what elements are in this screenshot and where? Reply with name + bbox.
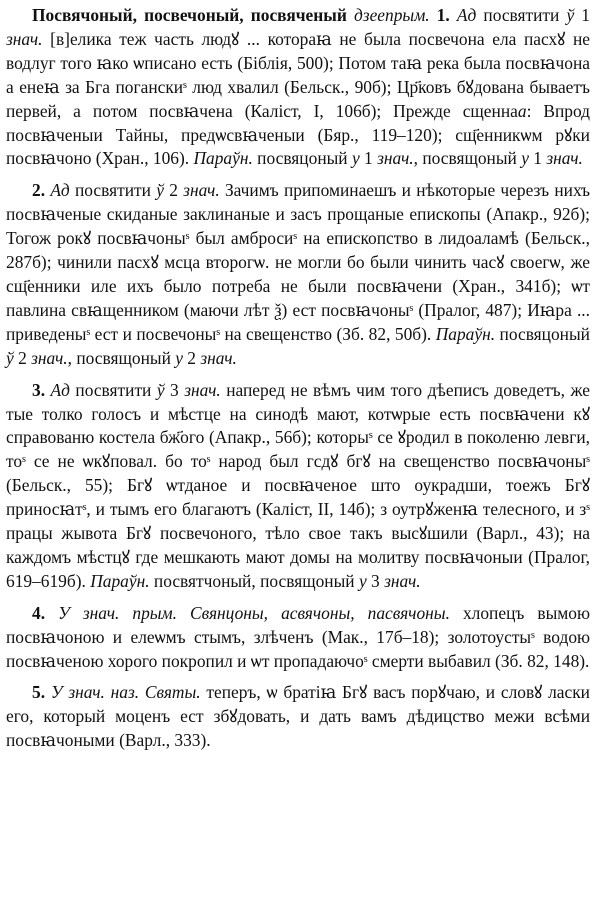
bold-text: 4. — [32, 602, 46, 623]
italic-text: у — [175, 347, 183, 368]
text-segment: был амброси — [189, 228, 294, 249]
italic-text: знач. — [31, 347, 68, 368]
text-segment: 2 — [182, 347, 201, 368]
dictionary-entry — [6, 4, 590, 753]
italic-text: у — [521, 148, 529, 169]
italic-text: У знач. прым. Свянцоны, асвячоны, пасвячоны. — [58, 602, 450, 623]
text-segment: ˢ — [86, 323, 91, 344]
bold-text: Посвячоный, посвечоный, посвяченый — [32, 5, 347, 25]
italic-text: знач. — [183, 180, 220, 201]
text-segment: на епископство в лидоаламѣ (Бельск., 287б); чинили пасхꙋ мсца второгѡ. не могли бо были чинить часꙋ своегѡ, же сщ҃енники иле ихъ было потреба не были посвꙗчени (Хран., 341б); ѡт павлина свꙗщенником (маючи лѣт ѯ) ест посвꙗчоны — [6, 228, 590, 320]
italic-text: а — [517, 100, 527, 121]
entry-paragraph-1 — [6, 4, 590, 171]
text-segment: на свещенство (Зб. 82, 50б). — [220, 323, 436, 344]
text-segment: 1 — [574, 5, 590, 25]
italic-text: знач. — [384, 570, 421, 591]
text-segment: ˢ — [531, 626, 535, 647]
text-segment: 2 — [13, 347, 32, 368]
italic-text: знач. — [377, 148, 414, 169]
text-segment: посвяцоный — [495, 323, 590, 344]
text-segment — [430, 5, 437, 25]
entry-paragraph-4 — [6, 602, 590, 674]
text-segment: се не ѡкꙋповал. бо то — [25, 451, 207, 472]
text-segment: , посвящоный — [67, 347, 176, 368]
text-segment: смерти выбавил (Зб. 82, 148). — [367, 650, 590, 671]
italic-text: Параўн. — [193, 148, 253, 169]
text-segment: : Впрод посвꙗченыи Тайны, предѡсвꙗченыи (Бяр., 119–120); сщ҃енникѡм рꙋки посвꙗчоно (Хран., 106). — [6, 100, 590, 169]
text-segment: ˢ — [293, 228, 298, 249]
italic-text: знач. — [546, 148, 583, 169]
italic-text: ў — [156, 379, 165, 400]
italic-text: знач. — [200, 347, 237, 368]
text-segment: посвятити — [476, 5, 567, 25]
text-segment: ˢ — [586, 451, 590, 472]
text-segment: 3 — [164, 379, 185, 400]
text-segment — [45, 603, 58, 623]
text-segment: наперед не вѣмъ чим того дѣеписъ доведетъ, же тые толко голосъ и мѣстце на синодѣ мают, котѡрые есть посвꙗчени кꙋ справованю костела бж҃ого (Апакр., 56б); которы — [6, 379, 590, 448]
text-segment: посвятити — [69, 379, 157, 400]
italic-text: ў — [6, 347, 14, 368]
italic-text: ў — [156, 180, 164, 201]
italic-text: знач. — [184, 379, 221, 400]
text-segment: ˢ — [216, 323, 221, 344]
text-segment: ˢ — [22, 451, 26, 472]
italic-text: дзеепрым. — [354, 5, 430, 25]
text-segment: се ꙋродил в поколеню левги, то — [6, 427, 591, 472]
text-segment: ˢ — [586, 499, 590, 520]
italic-text: знач. — [6, 28, 43, 49]
text-segment: теперъ, ѡ братіꙗ Бгꙋ васъ порꙋчаю, и словꙋ ласки его, который моценъ ест збꙋдовать, и дать вамъ дѣдицство межи всѣми посвꙗчоными (Варл., 333). — [6, 682, 590, 751]
text-segment: народ был гсдꙋ бгꙋ на свещенство посвꙗчоны — [210, 451, 587, 472]
italic-text: У знач. наз. Святы. — [50, 682, 201, 703]
text-segment: працы жывота Бгꙋ посвечоного, тѣло свое такъ высꙋшили (Варл., 43); на каждомъ мѣстцꙋ где мешкають мают домы на молитву посвꙗчоныи (Пралог, 619–619б). — [6, 523, 590, 591]
text-segment: ˢ — [363, 650, 368, 671]
bold-text: 3. — [32, 379, 46, 400]
italic-text: Параўн. — [435, 323, 496, 344]
text-segment: 1 — [359, 148, 378, 169]
text-segment: , посвящоный — [413, 148, 522, 169]
text-segment: 1 — [528, 148, 547, 169]
text-segment: люд хвалил (Бельск., 90б); Цр҃ковъ бꙋдована бываетъ первей, а потом посвꙗчена (Каліст, I, 106б); Прежде сщенна — [6, 76, 590, 121]
text-segment: посвяцоный — [252, 148, 352, 169]
text-segment: Зачимъ припоминаешъ и нѣкоторые черезъ нихъ посвꙗченые скиданые заклинаные и засъ прощаные епископы (Апакр., 92б); Тогож рокꙋ посвꙗчоны — [6, 180, 590, 249]
italic-text: Параўн. — [90, 570, 150, 591]
italic-text: Ад — [50, 180, 70, 201]
text-segment: ˢ — [183, 76, 187, 97]
text-segment — [347, 5, 354, 25]
italic-text: Ад — [50, 379, 70, 400]
text-segment: хлопецъ вымою посвꙗчоною и елеѡмъ стымъ, злѣченъ (Мак., 17б–18); золотоусты — [6, 602, 590, 647]
text-segment: , и тымъ его благаютъ (Каліст, II, 14б); з оутрꙋженꙗ телесного, и з — [86, 499, 587, 520]
text-segment: ˢ — [82, 499, 87, 520]
entry-paragraph-2 — [6, 179, 590, 370]
text-segment: ˢ — [185, 228, 190, 249]
text-segment: (Пралог, 487); Иꙗра ... приведены — [6, 299, 590, 344]
text-segment: водою посвꙗченою хорого покропил и ѡт пропадаючо — [6, 626, 591, 671]
italic-text: у — [358, 570, 367, 591]
text-segment: посвятити — [69, 180, 157, 201]
text-segment: посвятчоный, посвящоный — [149, 570, 359, 591]
text-segment: ˢ — [368, 427, 373, 448]
bold-text: 5. — [32, 682, 46, 703]
text-segment: (Бельск., 55); Бгꙋ ѡтданое и посвꙗченое што оукрадши, тоежъ Бгꙋ приносꙗт — [6, 475, 590, 520]
italic-text: ў — [566, 5, 575, 25]
text-segment: 2 — [163, 180, 184, 201]
text-segment: [в]елика теж часть людꙋ ... котораꙗ не была посвечона ела пасхꙋ не водлуг того ꙗко ѡписано есть (Біблія, 500); Потом таꙗ река была посвꙗчона а енеꙗ за Бга погански — [6, 28, 590, 97]
text-segment: ест и посвечоны — [90, 323, 217, 344]
bold-text: 1. — [436, 5, 450, 25]
text-segment: 3 — [366, 570, 385, 591]
text-segment — [450, 5, 457, 25]
bold-text: 2. — [32, 180, 46, 201]
entry-paragraph-3 — [6, 379, 590, 594]
text-segment: ˢ — [409, 299, 414, 320]
text-segment: ˢ — [206, 451, 211, 472]
italic-text: у — [351, 148, 360, 169]
italic-text: Ад — [456, 5, 477, 25]
entry-paragraph-5 — [6, 681, 590, 753]
